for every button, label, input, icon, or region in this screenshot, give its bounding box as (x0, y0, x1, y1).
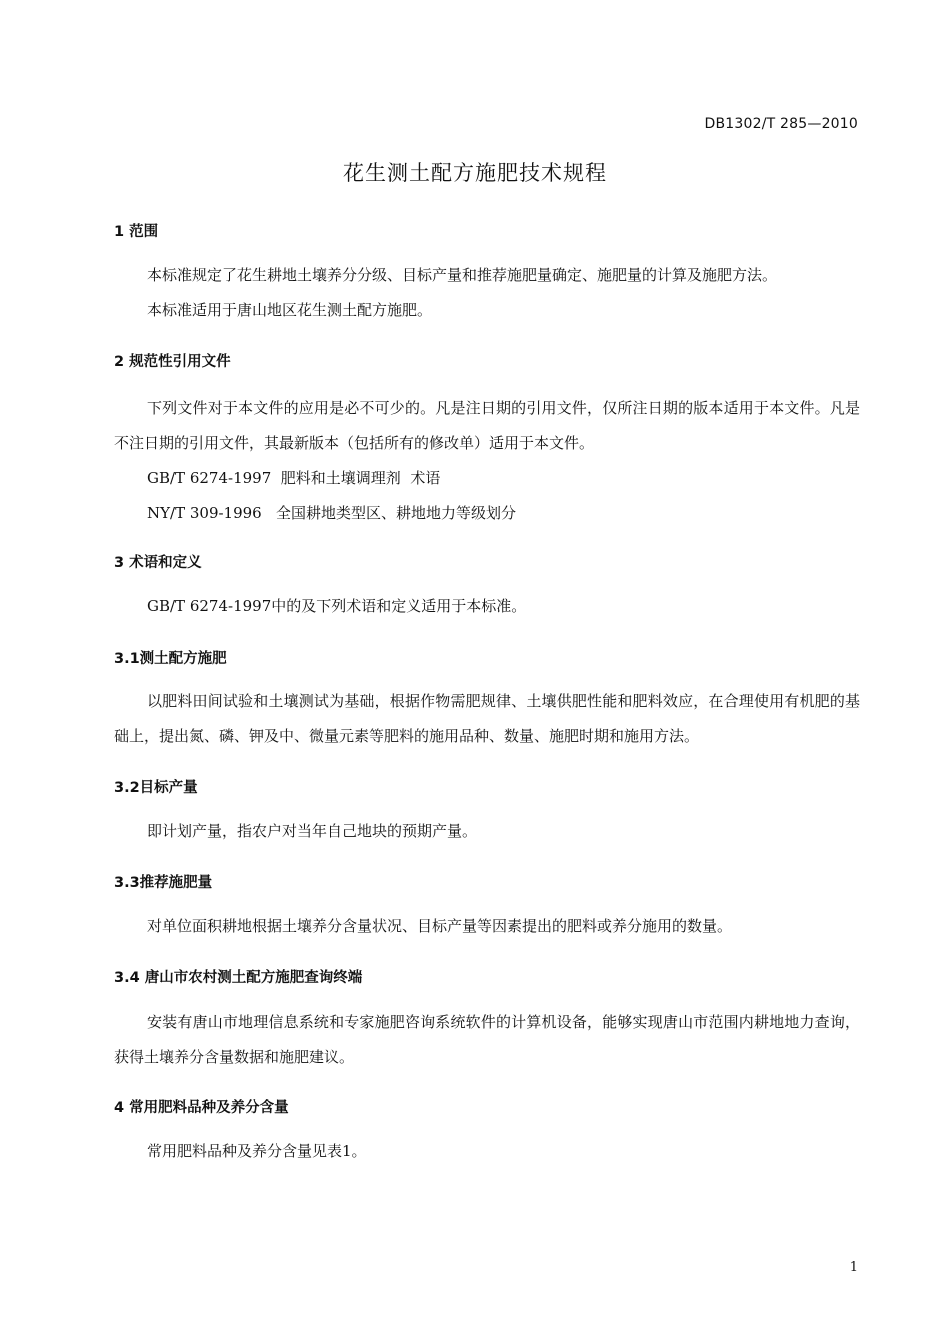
section-3-3-paragraph: 对单位面积耕地根据土壤养分含量状况、目标产量等因素提出的肥料或养分施用的数量。 (147, 917, 733, 935)
section-1-paragraph-2: 本标准适用于唐山地区花生测土配方施肥。 (147, 301, 433, 319)
section-3-1-paragraph: 以肥料田间试验和土壤测试为基础，根据作物需肥规律、土壤供肥性能和肥料效应，在合理使用有机肥的基础上，提出氮、磷、钾及中、微量元素等肥料的施用品种、数量、施肥时期和施用方法。 (114, 692, 860, 745)
section-4-heading: 4 常用肥料品种及养分含量 (114, 1100, 289, 1116)
section-3-4-paragraph: 安装有唐山市地理信息系统和专家施肥咨询系统软件的计算机设备，能够实现唐山市范围内耕地地力查询，获得土壤养分含量数据和施肥建议。 (114, 1013, 860, 1066)
section-4-paragraph: 常用肥料品种及养分含量见表1。 (147, 1142, 367, 1160)
section-2-paragraph: 下列文件对于本文件的应用是必不可少的。凡是注日期的引用文件，仅所注日期的版本适用于本文件。凡是不注日期的引用文件，其最新版本（包括所有的修改单）适用于本文件。 (114, 399, 860, 452)
page-number: 1 (849, 1260, 858, 1275)
document-title: 花生测土配方施肥技术规程 (343, 161, 607, 185)
section-3-1-heading: 3.1测土配方施肥 (114, 651, 227, 667)
section-3-heading: 3 术语和定义 (114, 555, 202, 571)
section-1-paragraph-1: 本标准规定了花生耕地土壤养分分级、目标产量和推荐施肥量确定、施肥量的计算及施肥方法。 (147, 266, 778, 284)
section-3-2-heading: 3.2目标产量 (114, 780, 198, 796)
normative-reference-1: GB/T 6274-1997 肥料和土壤调理剂 术语 (147, 469, 441, 487)
section-3-4-heading: 3.4 唐山市农村测土配方施肥查询终端 (114, 970, 363, 986)
section-1-heading: 1 范围 (114, 224, 159, 240)
section-3-2-paragraph: 即计划产量，指农户对当年自己地块的预期产量。 (147, 822, 478, 840)
section-3-paragraph: GB/T 6274-1997中的及下列术语和定义适用于本标准。 (147, 597, 527, 615)
section-2-heading: 2 规范性引用文件 (114, 354, 231, 370)
section-3-3-heading: 3.3推荐施肥量 (114, 875, 213, 891)
standard-code: DB1302/T 285—2010 (704, 116, 858, 132)
normative-reference-2: NY/T 309-1996 全国耕地类型区、耕地地力等级划分 (147, 504, 517, 522)
